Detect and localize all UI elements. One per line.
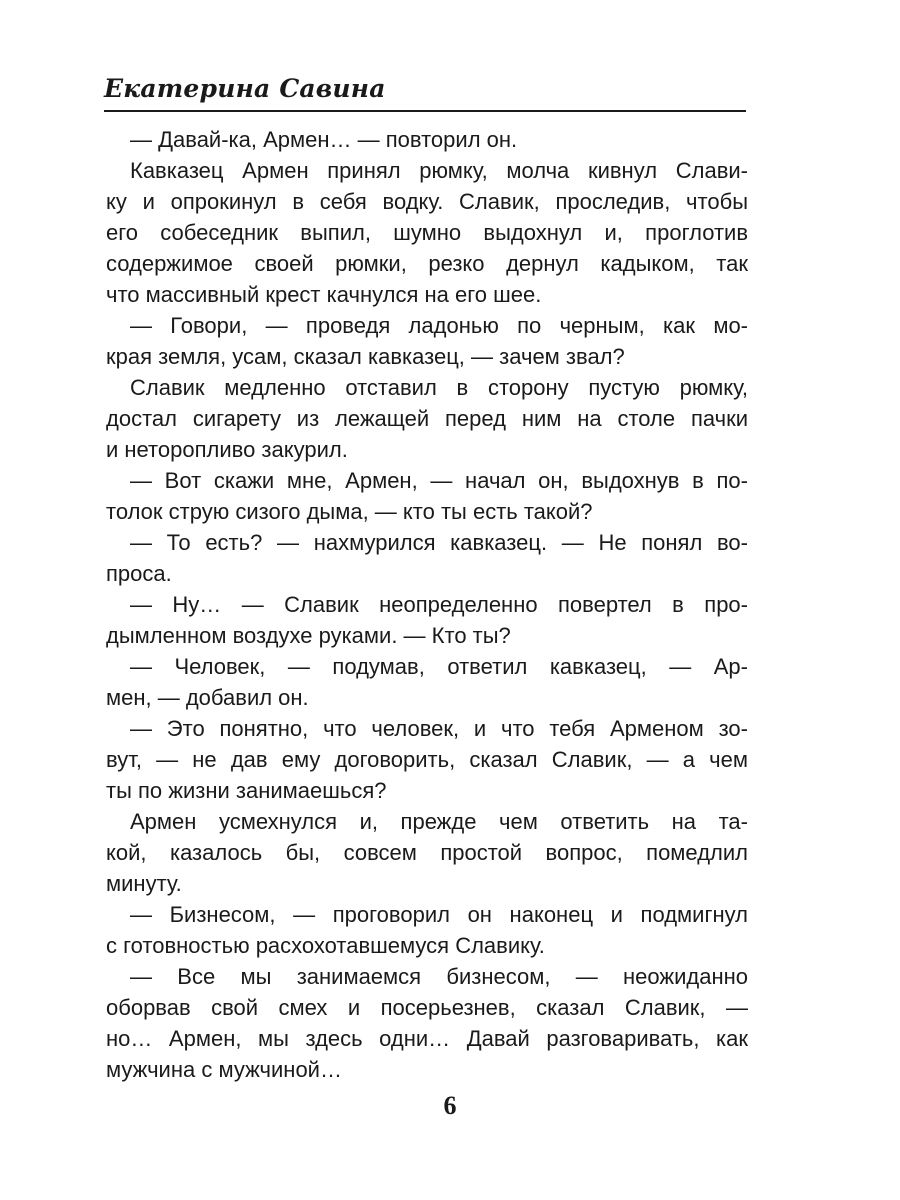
running-head-author: Екатерина Савина [104,74,386,103]
text-line: дымленном воздухе руками. — Кто ты? [106,623,511,648]
text-line: что массивный крест качнулся на его шее. [106,282,542,307]
text-line: проса. [106,561,172,586]
text-line: — Человек, — подумав, ответил кавказец, — Ар- [130,654,748,679]
text-line: оборвав свой смех и посерьезнев, сказал Славик, — [106,995,748,1020]
header-rule [104,110,746,112]
text-line: кой, казалось бы, совсем простой вопрос, помедлил [106,840,748,865]
text-line: — Говори, — проведя ладонью по черным, как мо- [130,313,748,338]
text-line: ты по жизни занимаешься? [106,778,387,803]
page-number: 6 [443,1091,457,1120]
text-line: ку и опрокинул в себя водку. Славик, проследив, чтобы [106,189,748,214]
text-line: минуту. [106,871,182,896]
text-line: толок струю сизого дыма, — кто ты есть такой? [106,499,593,524]
text-line: его собеседник выпил, шумно выдохнул и, проглотив [106,220,748,245]
text-line: Кавказец Армен принял рюмку, молча кивнул Слави- [130,158,748,183]
text-line: но… Армен, мы здесь одни… Давай разговаривать, как [106,1026,748,1051]
text-line: — Все мы занимаемся бизнесом, — неожиданно [130,964,748,989]
text-line: — Ну… — Славик неопределенно повертел в про- [130,592,748,617]
text-line: — Бизнесом, — проговорил он наконец и подмигнул [130,902,748,927]
text-line: вут, — не дав ему договорить, сказал Славик, — а чем [106,747,748,772]
text-line: — То есть? — нахмурился кавказец. — Не понял во- [130,530,748,555]
text-line: — Это понятно, что человек, и что тебя Арменом зо- [130,716,748,741]
text-line: содержимое своей рюмки, резко дернул кадыком, так [106,251,748,276]
text-line: — Вот скажи мне, Армен, — начал он, выдохнув в по- [130,468,748,493]
text-line: Славик медленно отставил в сторону пустую рюмку, [130,375,748,400]
text-line: достал сигарету из лежащей перед ним на столе пачки [106,406,748,431]
text-line: и неторопливо закурил. [106,437,348,462]
text-line: мен, — добавил он. [106,685,309,710]
body-text [106,124,748,1085]
text-line: мужчина с мужчиной… [106,1057,342,1082]
text-line: Армен усмехнулся и, прежде чем ответить на та- [130,809,748,834]
text-line: с готовностью расхохотавшемуся Славику. [106,933,545,958]
text-line: края земля, усам, сказал кавказец, — зачем звал? [106,344,625,369]
text-line: — Давай-ка, Армен… — повторил он. [130,127,518,152]
